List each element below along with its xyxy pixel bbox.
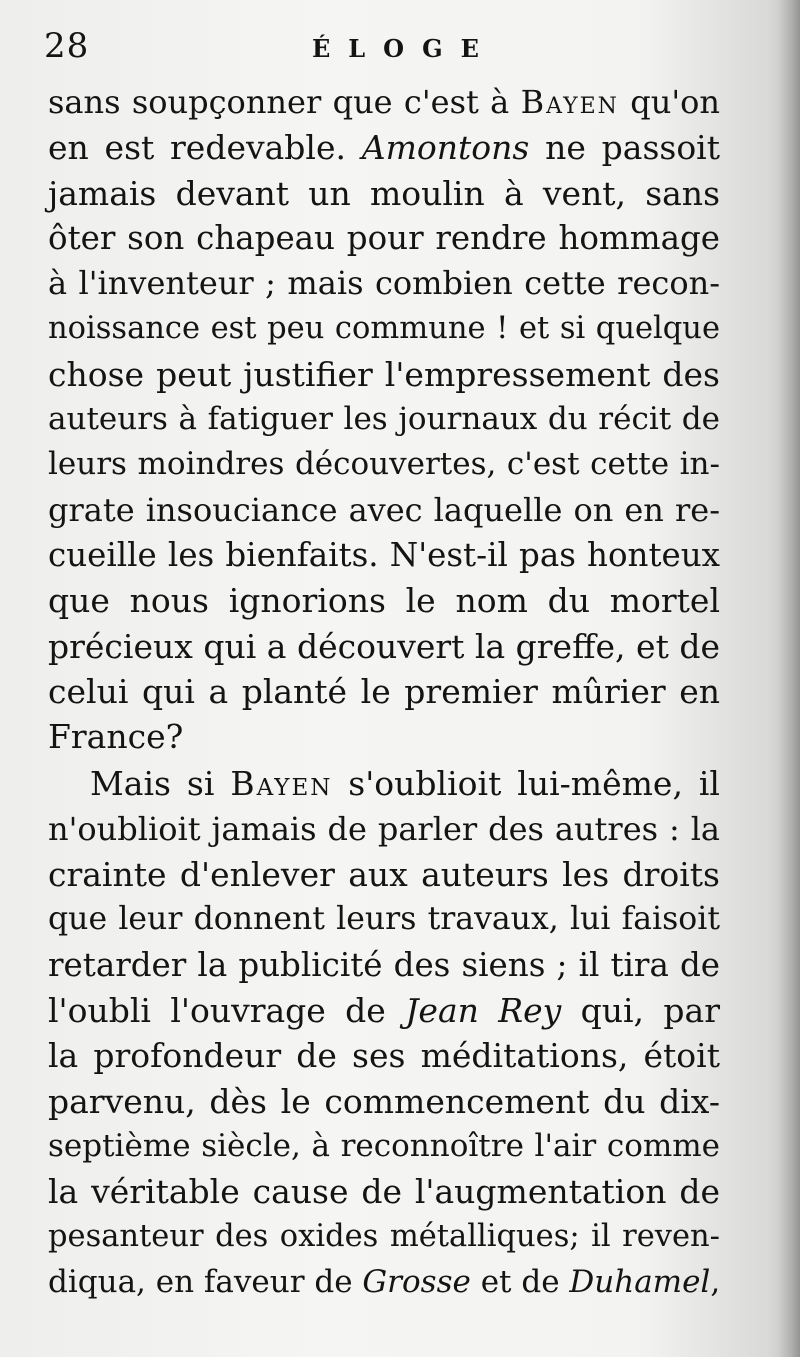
text-line: celui qui a planté le premier mûrier en: [48, 671, 720, 711]
text-line: la véritable cause de l'augmentation de: [48, 1172, 720, 1212]
text-line: grate insouciance avec laquelle on en re-: [48, 490, 720, 529]
text-line: pesanteur des oxides métalliques; il reven-: [48, 1219, 720, 1255]
text-line: à l'inventeur ; mais combien cette recon-: [48, 264, 720, 303]
text-line: France?: [48, 717, 184, 757]
person-name: Grosse: [362, 1263, 471, 1300]
text-line: la profondeur de ses méditations, étoit: [48, 1036, 720, 1076]
page-header: [44, 26, 724, 76]
text-line: que nous ignorions le nom du mortel: [48, 581, 720, 621]
text-line: en est redevable. Amontons ne passoit: [48, 128, 721, 168]
text-line: auteurs à fatiguer les journaux du récit de: [48, 401, 720, 438]
running-head: ÉLOGE: [312, 34, 497, 63]
text-line: sans soupçonner que c'est à Bayen qu'on: [48, 83, 720, 121]
page-gutter-shadow: [778, 0, 800, 1357]
text-line: chose peut justifier l'empressement des: [48, 354, 720, 394]
person-name: Amontons: [361, 128, 530, 168]
text-line: retarder la publicité des siens ; il tira de: [48, 945, 720, 984]
text-line: noissance est peu commune ! et si quelque: [48, 311, 720, 347]
text-line: ôter son chapeau pour rendre hommage: [48, 218, 720, 257]
person-name: Bayen: [520, 83, 619, 121]
text-line: leurs moindres découvertes, c'est cette in-: [48, 446, 720, 483]
person-name: Bayen: [230, 764, 333, 804]
person-name: Duhamel: [569, 1263, 711, 1300]
person-name: Jean Rey: [405, 990, 562, 1030]
text-line: jamais devant un moulin à vent, sans: [48, 173, 720, 213]
text-line: crainte d'enlever aux auteurs les droits: [48, 855, 720, 895]
page-number: 28: [44, 26, 90, 66]
text-line: n'oublioit jamais de parler des autres : la: [48, 809, 720, 848]
text-line: diqua, en faveur de Grosse et de Duhamel,: [48, 1263, 721, 1300]
text-line: que leur donnent leurs travaux, lui faisoit: [48, 901, 720, 938]
paragraph-1: [48, 80, 720, 759]
text-line: Mais si Bayen s'oublioit lui-même, il: [90, 764, 720, 804]
body-text: [48, 80, 720, 1305]
text-line: l'oubli l'ouvrage de Jean Rey qui, par: [48, 990, 720, 1030]
text-line: parvenu, dès le commencement du dix-: [48, 1081, 720, 1121]
text-line: septième siècle, à reconnoître l'air comme: [48, 1127, 720, 1164]
paragraph-2: [48, 761, 720, 1305]
text-line: cueille les bienfaits. N'est-il pas honteux: [48, 535, 720, 574]
text-line: précieux qui a découvert la greffe, et de: [48, 626, 720, 666]
